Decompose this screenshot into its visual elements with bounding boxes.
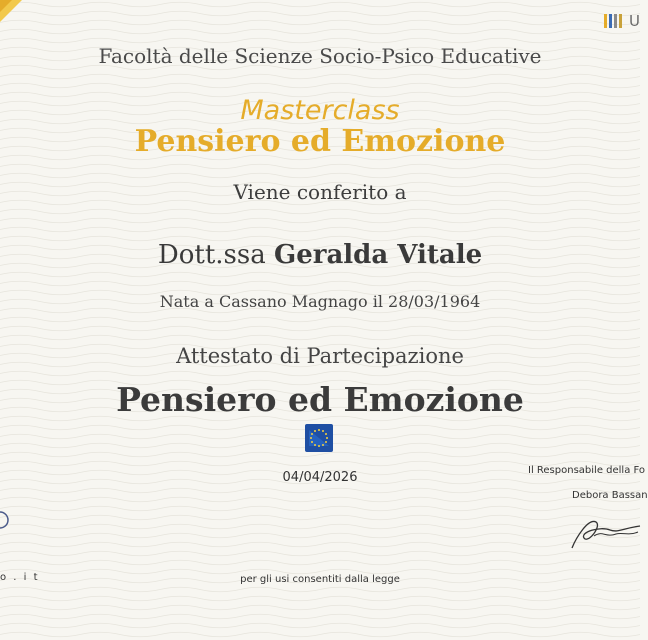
certificate-type: Attestato di Partecipazione [176, 344, 464, 368]
recipient-name: Geralda Vitale [274, 240, 483, 270]
eu-flag-icon [305, 424, 333, 452]
faculty-heading: Facoltà delle Scienze Socio-Psico Educative [98, 44, 542, 68]
conferred-label: Viene conferito a [233, 180, 407, 204]
recipient-prefix: Dott.ssa [157, 240, 266, 270]
recipient-line [0, 240, 640, 270]
brand-letter: U [629, 12, 640, 30]
seal-icon [0, 510, 6, 530]
course-title-dark: Pensiero ed Emozione [116, 380, 524, 419]
birth-info: Nata a Cassano Magnago il 28/03/1964 [159, 292, 481, 311]
usage-note: per gli usi consentiti dalla legge [240, 574, 400, 585]
brand-logo-icon [604, 12, 640, 30]
course-title-gold: Pensiero ed Emozione [134, 124, 506, 159]
signature-icon [566, 508, 640, 558]
issue-date: 04/04/2026 [282, 470, 358, 485]
corner-ribbon-icon [0, 0, 30, 30]
signatory-title: Il Responsabile della Fo [528, 465, 646, 476]
masterclass-label: Masterclass [240, 95, 400, 126]
website-fragment: o . i t [0, 572, 40, 583]
signatory-name: Debora Bassan [572, 490, 648, 501]
